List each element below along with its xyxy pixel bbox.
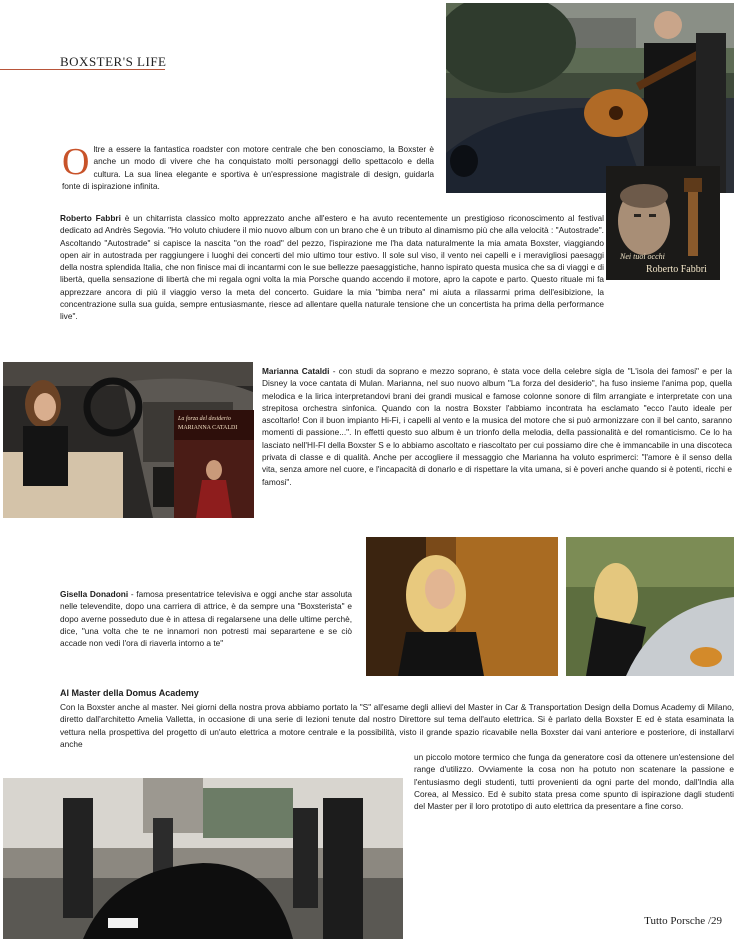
cataldi-name: Marianna Cataldi [262, 366, 330, 376]
donadoni-text: - famosa presentatrice televisiva e oggi anche star assoluta nelle televendite, dopo una carriera di attrice, è da sempre una "Boxsterista" e dopo averne posseduto due è in attesa di regalarsene una delle ultime perchè, dice, "una volta che te ne innamori non potresti mai separartene e se ciò accade non vedi l'ora di riaverla intorno a te" [60, 589, 352, 649]
cataldi-text: - con studi da soprano e mezzo soprano, è stata voce della celebre sigla de "L'isola dei famosi" e per la Disney la voce cantata di Mulan. Marianna, nel suo nuovo album "La forza del desiderio", ha fuso insieme l'anima pop, quella melodica e la lirica interpretandovi brani dei grandi musical e famose colonne sonore di film arrangiate e interpretate con una strepitosa orchestra sinfonica. Quando con la nostra Boxster l'abbiamo incontrata ha esclamato "ecco l'auto ideale per ascoltarlo! Con il buon impianto Hi-Fi, i capelli al vento e la musica del motore che si può armonizzare con il bel canto, saranno momenti di passione...". In effetti questo suo album è un trionfo della melodia, della passionalità e del romanticismo. Ce lo ha lasciato nell'HI-FI della Boxster S e lo abbiamo ascoltato e riascoltato per cui possiamo dire che è immancabile in una discoteca privata di classe e di qualità. Anche per accogliere il messaggio che Marianna ha voluto esprimerci: "l'amore è il senso della vita, senza amore nel cuore, e l'incapacità di donarlo e di rispettare la vita umana, si è poveri anche quando si è potenti, ricchi e famosi". [262, 366, 732, 487]
album-cover-fabbri [606, 166, 720, 280]
donadoni-name: Gisella Donadoni [60, 589, 129, 599]
drop-cap: O [62, 141, 90, 183]
page-footer [644, 915, 722, 927]
donadoni-paragraph [60, 588, 352, 649]
photo-donadoni-car [566, 537, 734, 676]
fabbri-name: Roberto Fabbri [60, 213, 121, 223]
footer-page-number: 29 [711, 915, 722, 927]
album-cover-fabbri-artist: Roberto Fabbri [646, 264, 707, 275]
master-heading: Al Master della Domus Academy [60, 688, 199, 698]
master-paragraph-full [60, 701, 734, 750]
fabbri-paragraph [60, 212, 604, 323]
photo-master-students [3, 778, 403, 939]
section-title: BOXSTER'S LIFE [60, 54, 167, 69]
album-cover-cataldi [174, 410, 254, 518]
album-cover-fabbri-subtitle: Nei tuoi occhi [620, 252, 665, 261]
intro-paragraph [62, 143, 434, 192]
footer-separator: / [707, 915, 711, 927]
fabbri-text: è un chitarrista classico molto apprezzato anche all'estero e ha avuto recentemente un prestigioso riconoscimento al festival dedicato ad Andrès Segovia. "Ho voluto chiudere il mio nuovo album con un brano che è un tributo al dinamismo più che alla velocità : "Autostrade". Ascoltando "Autostrade" si capisce la nascita "on the road" del pezzo, l'ispirazione me l'ha data naturalmente la mia amata Boxster, viaggiando open air in autostrada per raggiungere i luoghi dei concerti del mio ultimo tour estivo. Il sole sul viso, il vento nei capelli e i meravigliosi paesaggi della nostra splendida Italia, che non finisce mai di incantarmi con le sue bellezze paesaggistiche, hanno ispirato questa musica che sa di viaggi e di libertà, quella sensazione di libertà che mi regala ogni volta la mia Porsche quando accendo il motore, apro la capote e parto. Questo rituale mi fa apprezzare ancora di più il viaggio verso la meta del concerto. Guidare la mia "bimba nera" mi aiuta a rilassarmi prima dell'esibizione, la concentrazione sulla sua guida, sempre entusiasmante, riesce ad allentare quella naturale tensione che un concertista ha prima della performance live". [60, 213, 604, 322]
cataldi-paragraph [262, 365, 732, 533]
master-text-column: un piccolo motore termico che funga da generatore così da ottenere un'estensione del range d'utilizzo. Ovviamente la cosa non ha potuto non scatenare la passione e l'entusiasmo degli studenti, tutti provenienti da ogni parte del mondo, dall'India alla Corea, al Messico. Ed è subito stata presa come spunto di ispirazione dagli studenti del Master per il loro prototipo di auto elettrica da presentare a fine corso. [414, 752, 734, 812]
photo-fabbri-guitar [446, 3, 734, 193]
album-cover-cataldi-title: La forza del desiderio [178, 416, 231, 422]
section-title-rule [0, 69, 165, 70]
master-text-full: Con la Boxster anche al master. Nei giorni della nostra prova abbiamo portato la "S" all'esame degli allievi del Master in Car & Transportation Design della Domus Academy di Milano, diretto dall'architetto Amelia Valletta, in occasione di una serie di lezioni tenute dal nostro Direttore sul tema dell'auto elettrica. Si è parlato della Boxster E ed è stata esaminata la vettura nella prospettiva del progetto di un'auto elettrica a motore centrale e la possibilità, visto il grande spazio ricavabile nella Boxster dai vani anteriore e posteriore, di installarvi anche [60, 702, 734, 749]
footer-magazine: Tutto Porsche [644, 915, 706, 927]
intro-text: ltre a essere la fantastica roadster con motore centrale che ben conosciamo, la Boxster è anche un modo di vivere che ha conquistato molti personaggi dello spettacolo e della cultura. La sua linea elegante e sportiva è un'espressione magistrale di design, guidarla fonte di ispirazione infinita. [62, 144, 434, 191]
master-paragraph-column [414, 751, 734, 812]
album-cover-cataldi-artist: MARIANNA CATALDI [178, 425, 238, 431]
photo-donadoni-portrait [366, 537, 558, 676]
